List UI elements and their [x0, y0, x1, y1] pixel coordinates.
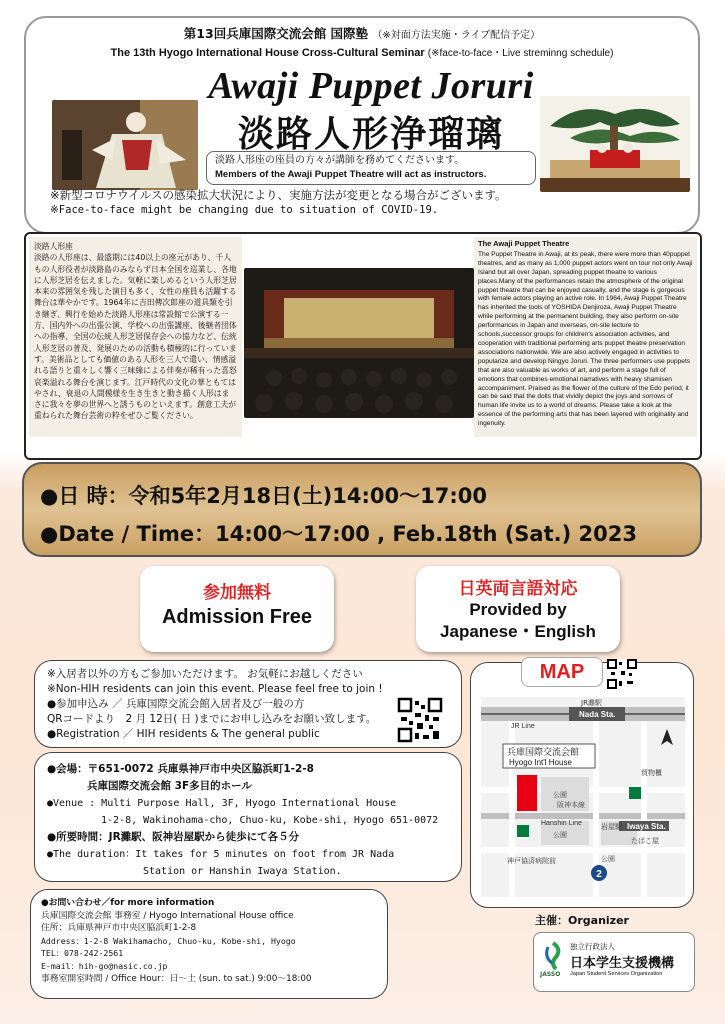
covid-en: ※Face-to-face might be changing due to situation of COVID-19. [50, 204, 439, 216]
duration-en-line1: ●The duration：It takes for 5 minutes on foot from JR Nada [47, 849, 395, 860]
registration-line4: QRコードより 2 月 12日( 日 )までにお申し込みをお願い致します。 [47, 713, 377, 725]
map-jr-line: JR Line [511, 723, 535, 730]
language-box [416, 566, 620, 652]
map-qr-code[interactable] [607, 659, 637, 689]
description-en-title: The Awaji Puppet Theatre [478, 239, 570, 248]
duration-en-line2: Station or Hanshin Iwaya Station. [143, 866, 342, 877]
venue-hall-jp: 兵庫国際交流会館 3F多目的ホール [87, 780, 252, 792]
venue-box [34, 752, 462, 882]
duration-jp: ●所要時間：JR灘駅、阪神岩屋駅から徒歩にて各５分 [47, 831, 300, 843]
jasso-logo-icon [542, 941, 564, 971]
venue-building-marker [517, 775, 537, 811]
stage-illustration [540, 96, 690, 192]
stage-photo-right [540, 96, 690, 192]
date-en: ●Date / Time：14:00〜17:00 , Feb.18th (Sat.) 2023 [40, 522, 637, 546]
contact-title: ●お問い合わせ／for more information [41, 898, 215, 908]
contact-hours: 事務室開室時間 / Office Hour：日〜土 (sun. to sat.) 9:00〜18:00 [41, 973, 312, 984]
map-hanshin-jp: 阪神本線 [557, 801, 585, 809]
contact-address-en: Address：1-2-8 Wakihamacho, Chuo-ku, Kobe-shi, Hyogo [41, 935, 296, 946]
seminar-title-jp [26, 24, 698, 42]
language-en-line2: Japanese・English [440, 622, 596, 641]
organizer-name-en: Japan Student Services Organization [570, 971, 663, 977]
puppet-photo-left [52, 100, 198, 190]
puppet-illustration [52, 100, 198, 190]
map-label: MAP [521, 657, 603, 687]
registration-qr-code[interactable] [397, 697, 443, 743]
map-iwaya-en: Iwaya Sta. [627, 822, 666, 831]
map-park-2: 公園 [553, 831, 567, 839]
contact-address-jp: 住所：兵庫県神戸市中央区脇浜町1-2-8 [41, 923, 197, 934]
admission-free-box [140, 566, 334, 652]
seminar-en-text: The 13th Hyogo International House Cross-Cultural Seminar [110, 47, 425, 59]
date-band [22, 462, 702, 557]
language-jp: 日英両言語対応 [458, 579, 578, 598]
map-building-en: Hyogo Int'l House [509, 758, 572, 767]
seminar-jp-note: （※対面方法実施・ライブ配信予定） [372, 30, 541, 41]
description-jp-body: 淡路の人形座は、最盛期には40以上の座元があり、千人もの人形役者が淡路島のみならず日本全国を巡業し、各地に人形芝居を伝えました。気軽に楽しめるという人形芝居本来の雰囲気を残した演目も多く、女性の座員も活躍する舞台は華やかです。1964年に吉田傳次郎座の道具類を引き継ぎ、興行を始めた淡路人形座は常設館で公演する一方、国内外への出張公演、学校への出張講座、後継者団体への指導、全国の伝統人形芝居保存会への協力など、伝統人形芝居の普及、発展のための活動も積極的に行っています。美術品としても価値のある人形を三人で遣い、情感溢れる語りと重々しく響く三味線による伴奏が稀有った喜怒哀楽溢れる舞台を演じます。江戸時代の文化の華ともてはやされ、衰退の人間模様を生き生きと動き描く人形はまさに我々を夢の世界へと誘うものといえます。創意工夫が重ねられた舞台芸術の粋をぜひご覧ください。 [34, 253, 237, 421]
map-tabako: たばこ屋 [631, 837, 659, 845]
covid-jp: ※新型コロナウイルスの感染拡大状況により、実施方法が変更となる場合がございます。 [50, 188, 507, 202]
instructors-en: Members of the Awaji Puppet Theatre will act as instructors. [215, 169, 487, 180]
registration-line2: ※Non-HIH residents can join this event. Please feel free to join ! [47, 683, 383, 695]
contact-email[interactable]: E-mail：hih-go@nasic.co.jp [41, 960, 168, 971]
admission-free-en: Admission Free [161, 606, 313, 628]
description-en-body: The Puppet Theatre in Awaji, at its peak, there were more than 40puppet theatres, and as many as 1,000 puppet actors went on tour not only Awaji Island but all over Japan, spreading puppet theatre to various places.Many of the performances retain the atmosphere of the original puppet theatre that can be enjoyed casually, and the stage is gorgeous with female actors playing an active role. In 1964, Awaji Puppet Theatre has inherited the tools of YOSHIDA Denjiroza, Awaji Puppet Theatre while performing at the permanent building, they also perform on-site performances in Japan and overseas, on-site lecture to schools,successor groups for children's association activities, and cooperation with traditional performing arts puppet theatre preservation associations nationwide. We are also actively engaged in activities to popularize and develop Ningyo Joruri. The three performers use puppets that are also valuable as works of art, and perform a stage full of emotions that combines emotional narratives with heavy shamisen accompaniment. Praised as the flower of the culture of the Edo period, it can be said that the dolls that vividly depict the joys and sorrows of human life invite us to a world of dreams. Please take a look at the essence of the performing arts that has been layered with originality and ingenuity. [478, 250, 693, 428]
title-english: Awaji Puppet Joruri [208, 65, 534, 107]
language-en-line1: Provided by [469, 600, 567, 619]
theatre-illustration [244, 268, 474, 418]
registration-line1: ※入居者以外の方もご参加いただけます。 お気軽にお越しください [47, 668, 363, 680]
registration-line5: ●Registration ／ HIH residents & The general public [47, 728, 320, 740]
contact-box [30, 889, 388, 999]
seminar-jp-text: 第13回兵庫国際交流会館 国際塾 [183, 26, 369, 41]
map-iwaya-jp: 岩屋駅 [601, 823, 622, 831]
organizer-label: 主催：Organizer [535, 914, 629, 927]
contact-office: 兵庫国際交流会館 事務室 / Hyogo International House office [41, 910, 294, 921]
date-jp: ●日 時：令和5年2月18日(土)14:00〜17:00 [40, 484, 487, 508]
venue-address-jp: ●会場：〒651-0072 兵庫県神戸市中央区脇浜町1-2-8 [47, 763, 314, 775]
map-panel [470, 662, 694, 908]
admission-free-jp: 参加無料 [203, 583, 271, 602]
description-jp-title: 淡路人形座 [34, 242, 73, 251]
contact-tel[interactable]: TEL：078-242-2561 [41, 948, 124, 959]
jasso-logo-text: JASSO [540, 971, 561, 978]
map-kazura: 貿物櫃 [641, 769, 662, 777]
map-park-1: 公園 [553, 791, 567, 799]
organizer-name: 日本学生支援機構 [570, 956, 675, 971]
map-park-3: 公園 [601, 855, 615, 863]
description-jp [29, 237, 242, 437]
venue-address-en: 1-2-8, Wakinohama-cho, Chuo-ku, Kobe-shi, Hyogo 651-0072 [101, 815, 439, 826]
map-kobe-bldg: 神戸協済病院前 [507, 857, 556, 865]
title-japanese: 淡路人形浄瑠璃 [237, 113, 504, 155]
convenience-store-icon [517, 825, 529, 837]
registration-line3: ●参加申込み ／ 兵庫国際交流会館入居者及び一般の方 [47, 698, 305, 710]
map-jr-nada-jp: JR灘駅 [581, 699, 602, 707]
organizer-block [527, 912, 697, 1007]
venue-hall-en: ●Venue : Multi Purpose Hall, 3F, Hyogo International House [47, 798, 397, 809]
map-building-jp: 兵庫国際交流会館 [507, 748, 580, 758]
map-hanshin-en: Hanshin Line [541, 820, 582, 827]
organizer-box [533, 932, 695, 992]
theatre-photo [244, 268, 474, 418]
convenience-store-icon-2 [629, 787, 641, 799]
title-panel [24, 16, 700, 234]
instructors-note [206, 151, 536, 185]
registration-box [34, 660, 462, 748]
description-panel [24, 232, 702, 460]
seminar-title-en [26, 44, 698, 59]
area-map[interactable] [481, 697, 685, 897]
description-en [474, 237, 697, 437]
covid-notice [50, 188, 507, 218]
seminar-en-note: (※face-to-face・Live streminng schedule) [427, 48, 614, 59]
instructors-jp: 淡路人形座の座員の方々が講師を務めてくださいます。 [215, 155, 465, 166]
route-number: 2 [596, 869, 602, 880]
organizer-sub: 独立行政法人 [570, 942, 615, 951]
map-nada-sta: Nada Sta. [579, 710, 616, 719]
